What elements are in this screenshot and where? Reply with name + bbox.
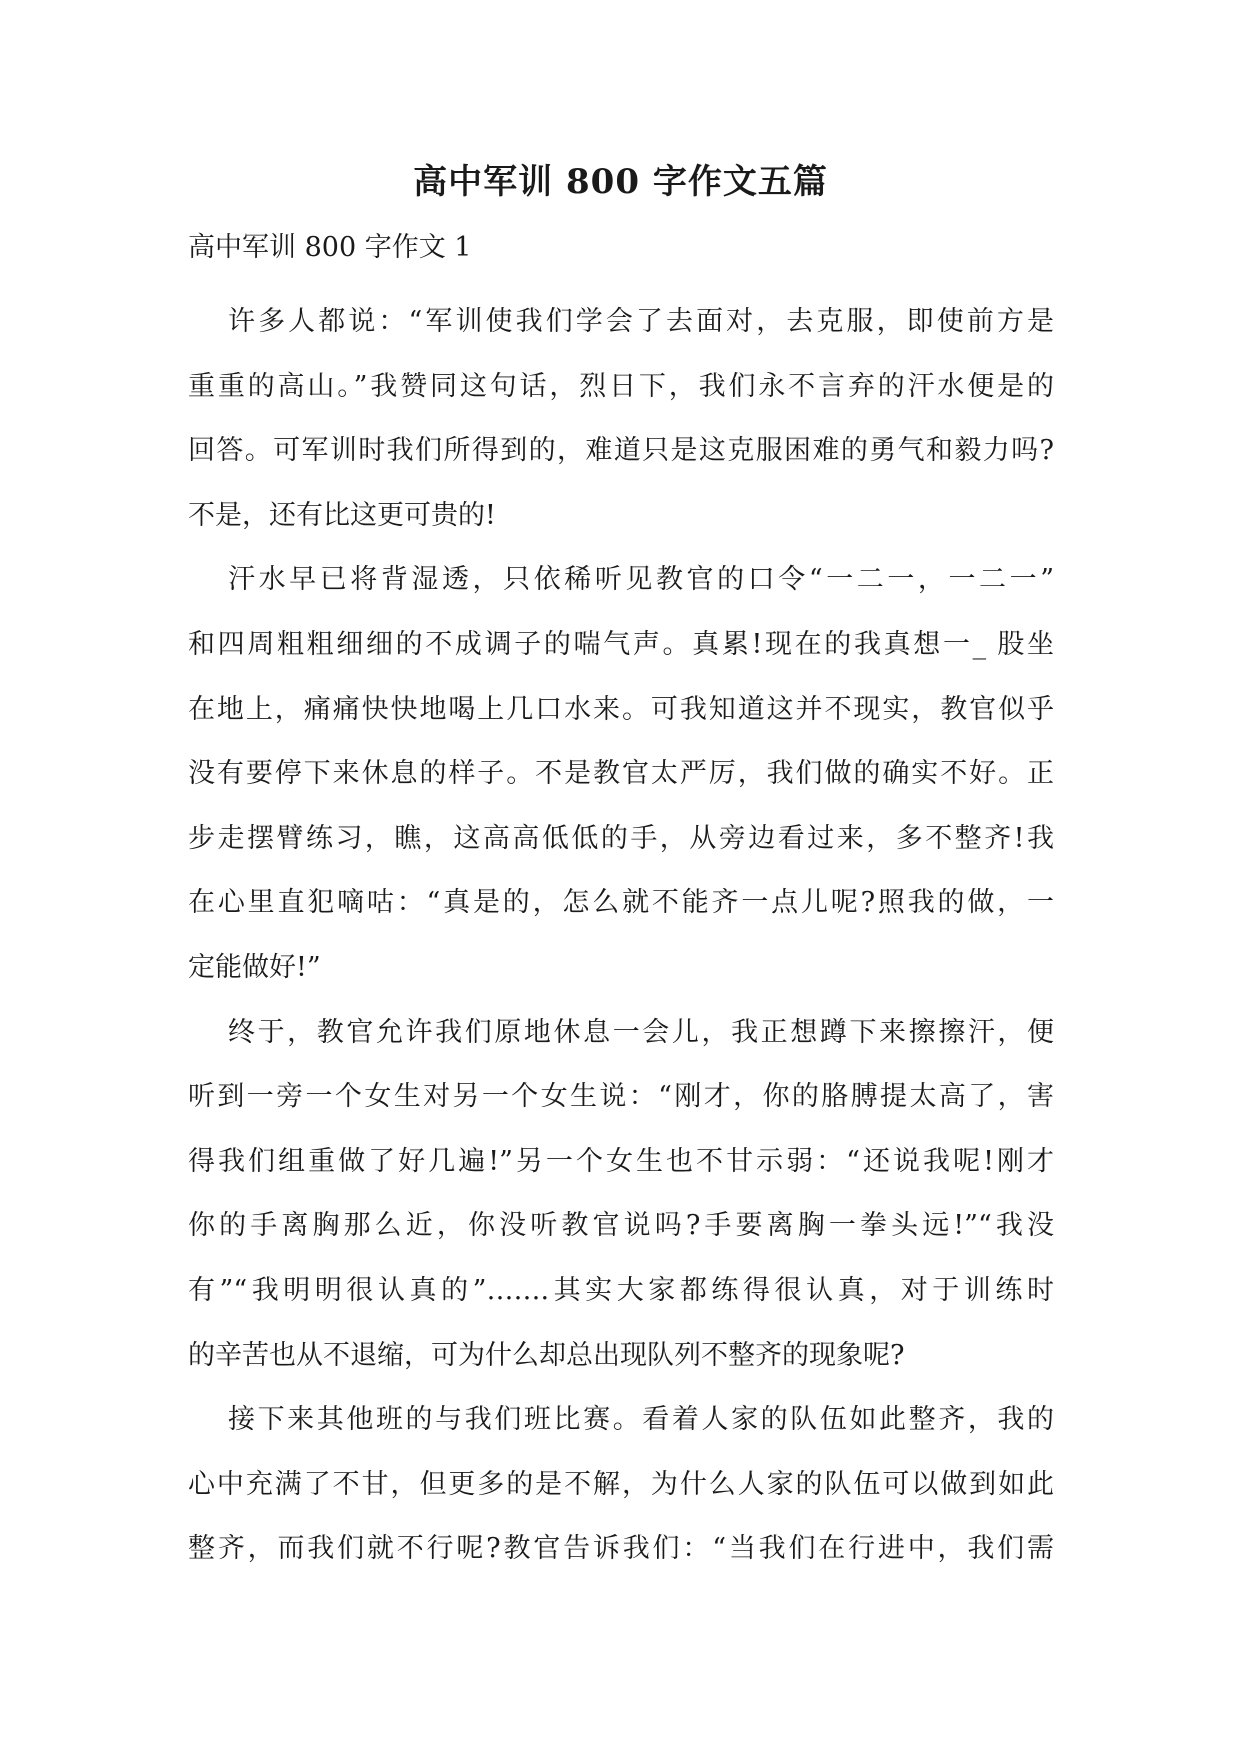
text-line: 你的手离胸那么近，你没听教官说吗?手要离胸一拳头远!”“我没 — [188, 1210, 1054, 1242]
text-line: 有”“我明明很认真的”…….其实大家都练得很认真，对于训练时 — [188, 1274, 1054, 1306]
text-line: 接下来其他班的与我们班比赛。看着人家的队伍如此整齐，我的 — [228, 1404, 1054, 1436]
text-line: 得我们组重做了好几遍!”另一个女生也不甘示弱：“还说我呢!刚才 — [188, 1145, 1054, 1177]
text-line: 在心里直犯嘀咕：“真是的，怎么就不能齐一点儿呢?照我的做，一 — [188, 887, 1054, 919]
section-heading: 高中军训 800 字作文 1 — [188, 232, 472, 263]
text-line: 不是，还有比这更可贵的! — [188, 499, 496, 531]
text-line: 步走摆臂练习，瞧，这高高低低的手，从旁边看过来，多不整齐!我 — [188, 822, 1054, 854]
text-line: 心中充满了不甘，但更多的是不解，为什么人家的队伍可以做到如此 — [188, 1468, 1054, 1500]
text-line: 定能做好!” — [188, 951, 321, 983]
text-line: 和四周粗粗细细的不成调子的喘气声。真累!现在的我真想一_ 股坐 — [188, 628, 1054, 660]
text-line: 回答。可军训时我们所得到的，难道只是这克服困难的勇气和毅力吗? — [188, 435, 1054, 467]
text-line: 没有要停下来休息的样子。不是教官太严厉，我们做的确实不好。正 — [188, 758, 1054, 790]
text-line: 终于，教官允许我们原地休息一会儿，我正想蹲下来擦擦汗，便 — [228, 1016, 1054, 1048]
text-line: 听到一旁一个女生对另一个女生说：“刚才，你的胳膊提太高了，害 — [188, 1081, 1054, 1113]
text-line: 整齐，而我们就不行呢?教官告诉我们：“当我们在行进中，我们需 — [188, 1533, 1054, 1565]
body-text — [188, 290, 1054, 1582]
text-line: 许多人都说：“军训使我们学会了去面对，去克服，即使前方是 — [228, 306, 1054, 337]
text-line: 重重的高山。”我赞同这句话，烈日下，我们永不言弃的汗水便是的 — [188, 370, 1054, 402]
text-line: 的辛苦也从不退缩，可为什么却总出现队列不整齐的现象呢? — [188, 1339, 905, 1371]
document-title: 高中军训 800 字作文五篇 — [413, 162, 828, 202]
text-line: 汗水早已将背湿透，只依稀听见教官的口令“一二一，一二一” — [228, 564, 1054, 596]
text-line: 在地上，痛痛快快地喝上几口水来。可我知道这并不现实，教官似乎 — [188, 693, 1054, 725]
